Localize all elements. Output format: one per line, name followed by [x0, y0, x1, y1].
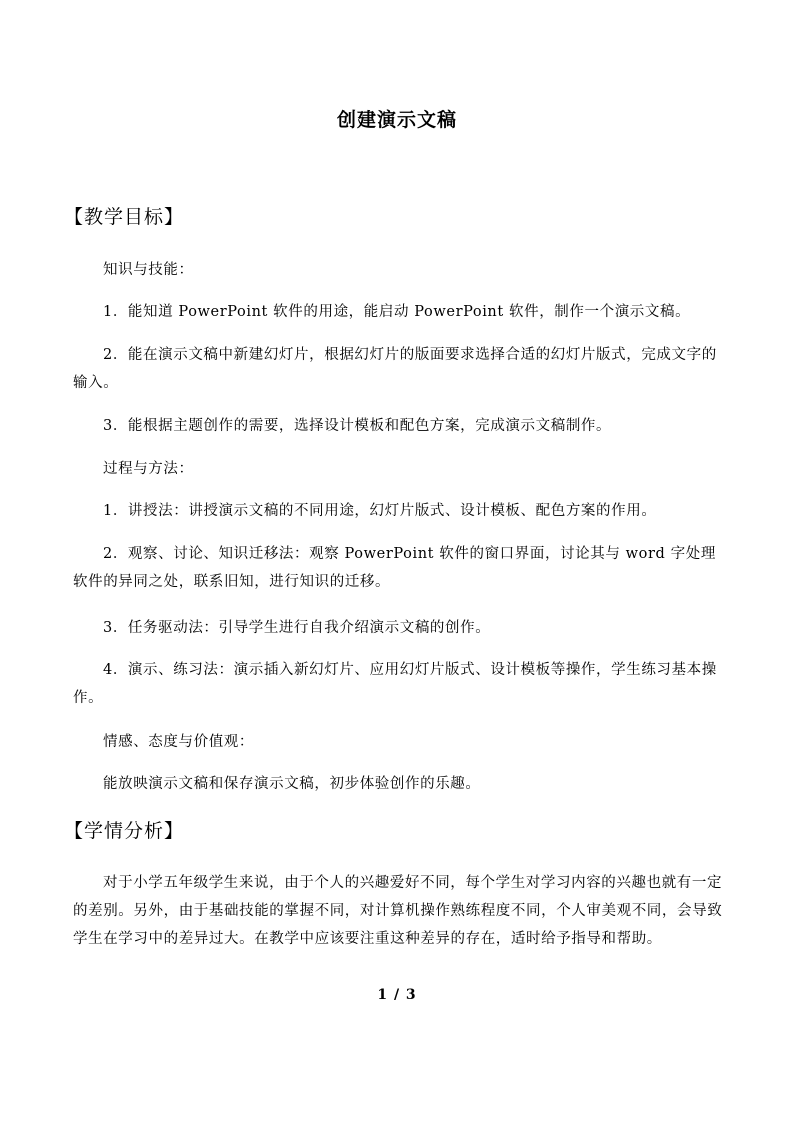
paragraph: 1．讲授法：讲授演示文稿的不同用途，幻灯片版式、设计模板、配色方案的作用。	[103, 503, 657, 519]
page-number: 1 / 3	[377, 987, 417, 1003]
paragraph: 过程与方法：	[103, 461, 194, 477]
paragraph: 2．能在演示文稿中新建幻灯片，根据幻灯片的版面要求选择合适的幻灯片版式，完成文字的输入。	[73, 347, 717, 391]
paragraph: 2．观察、讨论、知识迁移法：观察 PowerPoint 软件的窗口界面，讨论其与 word 字处理软件的异同之处，联系旧知，进行知识的迁移。	[73, 546, 716, 590]
paragraph: 能放映演示文稿和保存演示文稿，初步体验创作的乐趣。	[103, 776, 481, 792]
paragraph: 1．能知道 PowerPoint 软件的用途，能启动 PowerPoint 软件，制作一个演示文稿。	[103, 304, 691, 320]
section-heading-teaching-goals: 【教学目标】	[64, 206, 185, 228]
paragraph: 对于小学五年级学生来说，由于个人的兴趣爱好不同，每个学生对学习内容的兴趣也就有一定的差别。另外，由于基础技能的掌握不同，对计算机操作熟练程度不同，个人审美观不同，会导致学生在学习中的差异过大。在教学中应该要注重这种差异的存在，适时给予指导和帮助。	[73, 875, 723, 947]
paragraph: 3．能根据主题创作的需要，选择设计模板和配色方案，完成演示文稿制作。	[103, 418, 612, 434]
paragraph: 3．任务驱动法：引导学生进行自我介绍演示文稿的创作。	[103, 620, 491, 636]
paragraph: 情感、态度与价值观：	[103, 734, 254, 750]
paragraph: 4．演示、练习法：演示插入新幻灯片、应用幻灯片版式、设计模板等操作，学生练习基本操作。	[73, 662, 717, 706]
section-heading-learner-analysis: 【学情分析】	[64, 820, 185, 842]
paragraph: 知识与技能：	[103, 262, 194, 278]
page-title: 创建演示文稿	[336, 109, 457, 131]
